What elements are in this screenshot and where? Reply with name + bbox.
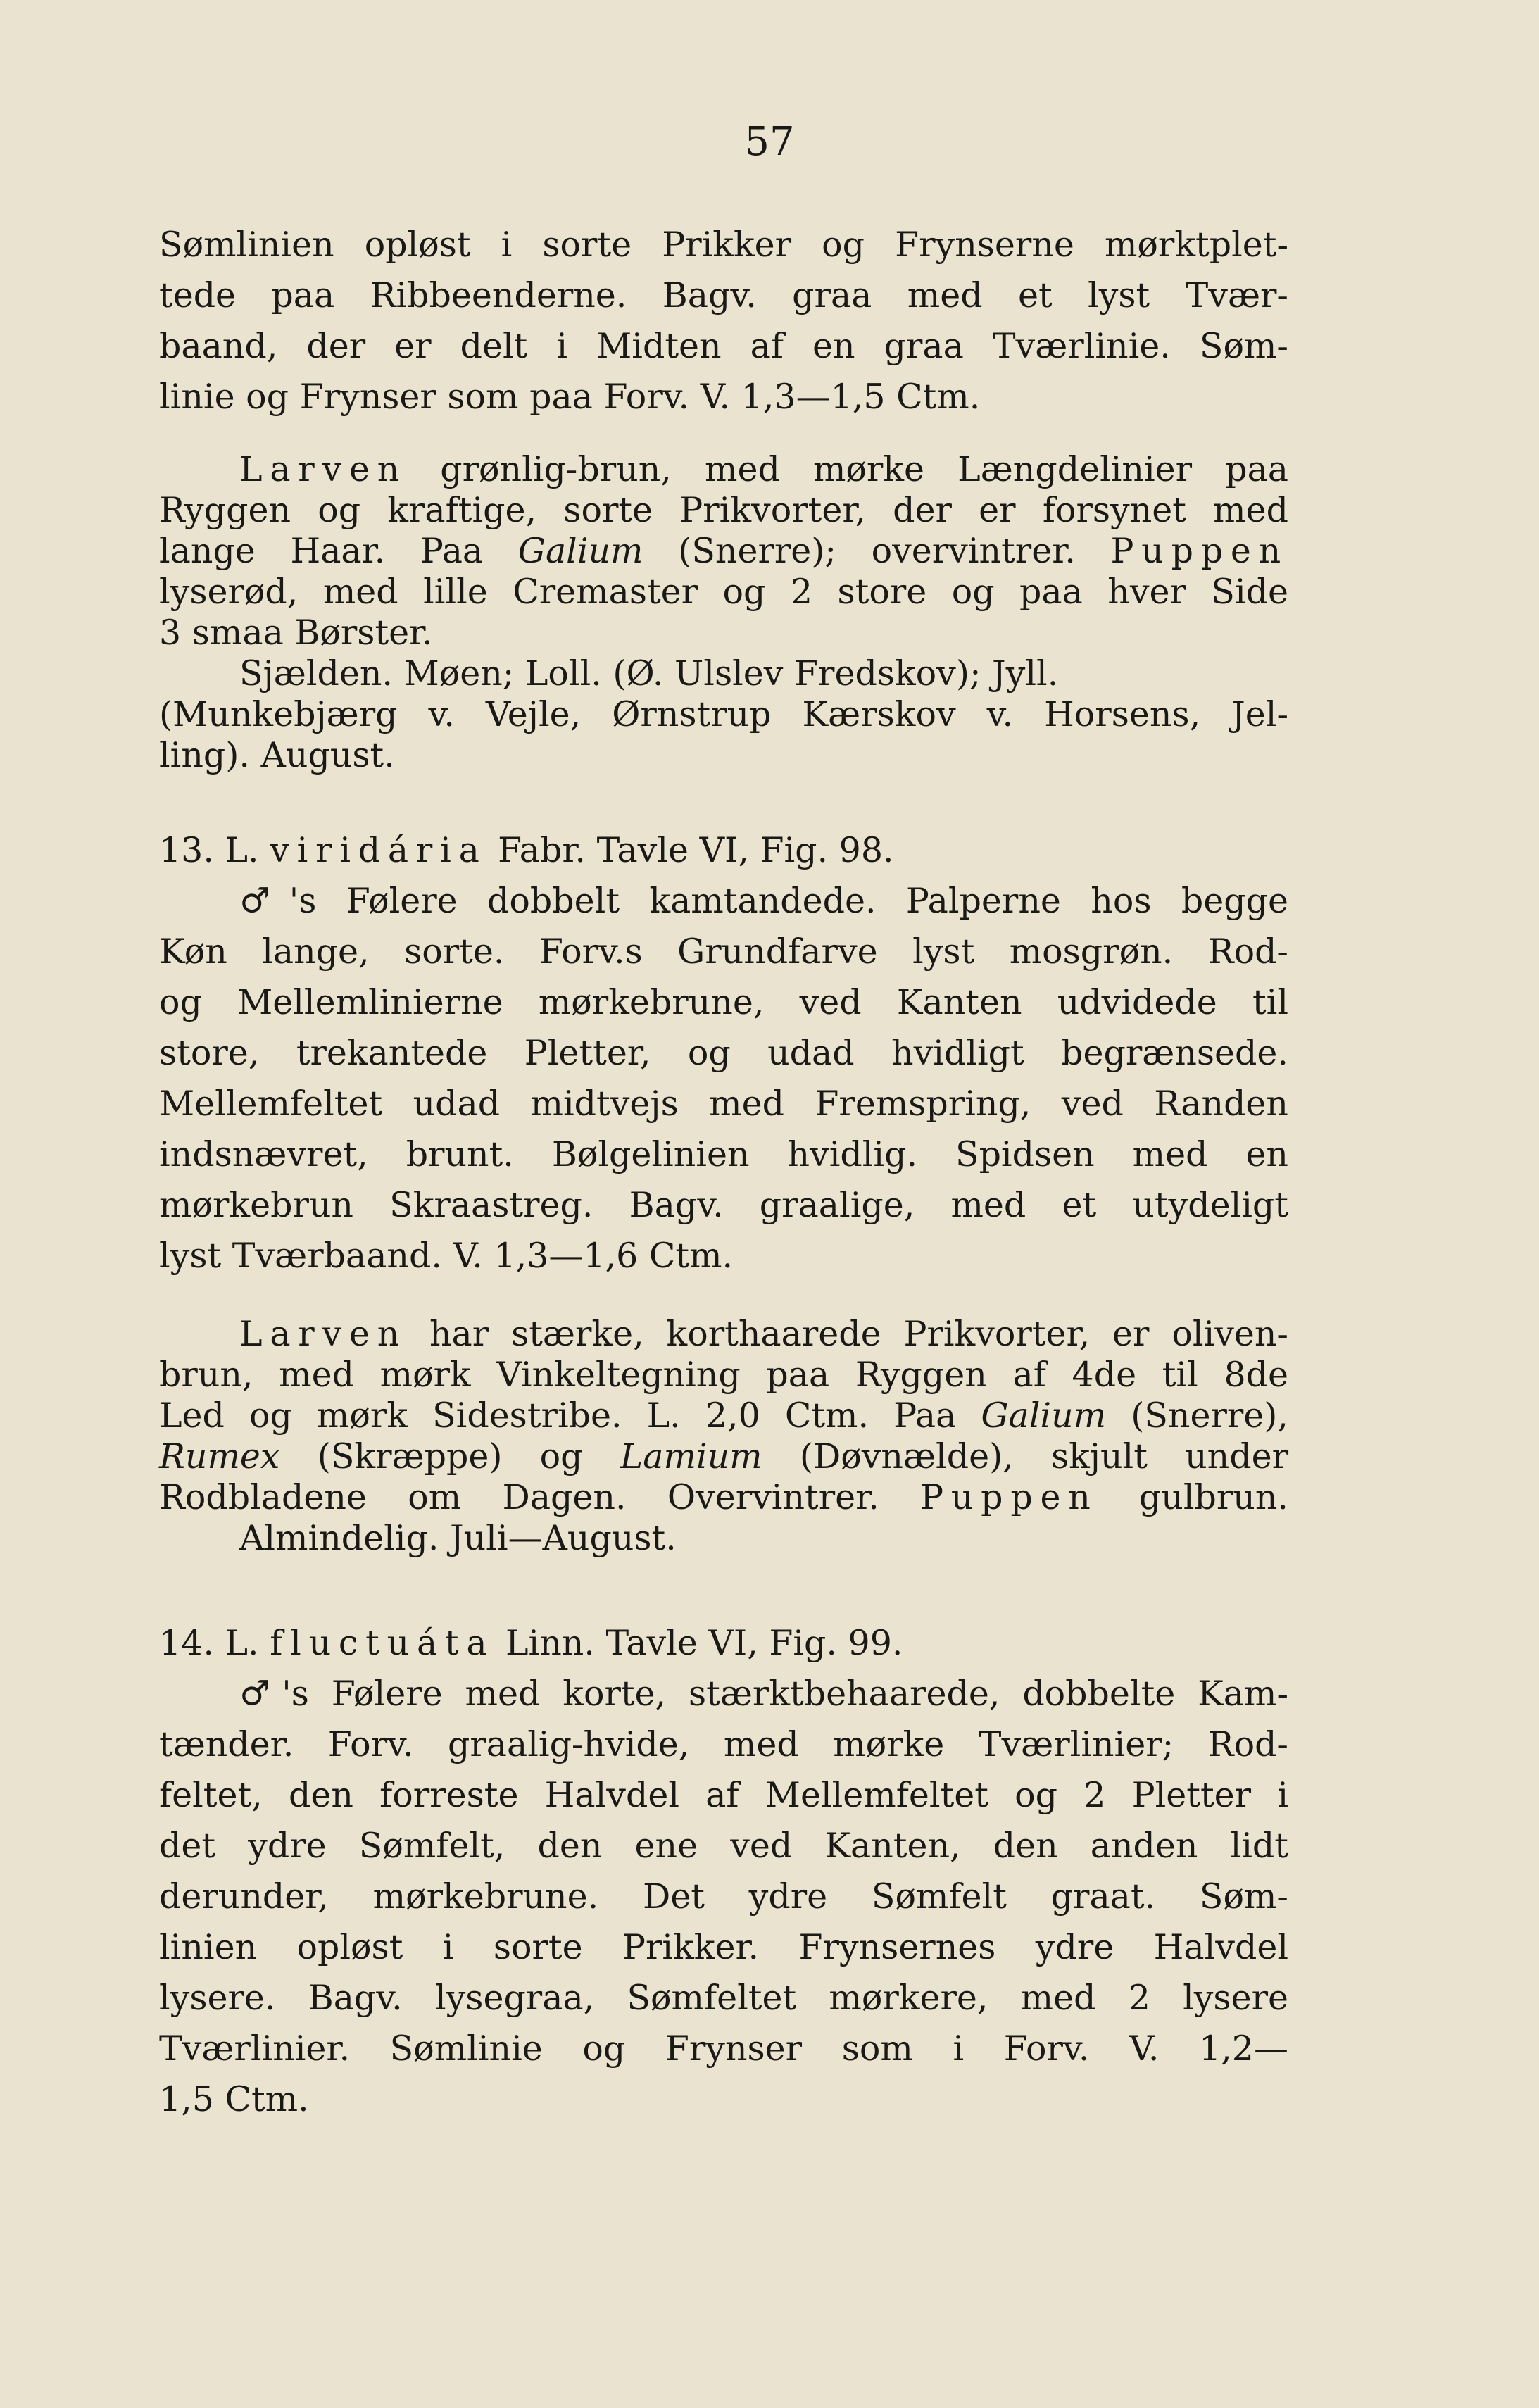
- text-run: (Skræppe) og: [279, 1436, 620, 1476]
- genus-name: Galium: [517, 531, 643, 571]
- text-run: gulbrun.: [1098, 1477, 1288, 1517]
- page-number: 57: [744, 119, 795, 165]
- text-line: lyst Tværbaand. V. 1,3—1,6 Ctm.: [159, 1236, 734, 1276]
- text-line: Tværlinier. Sømlinie og Frynser som i Forv. V. 1,2—: [159, 2028, 1288, 2069]
- text-run: (Snerre); overvintrer.: [643, 531, 1111, 571]
- intro-paragraph: [159, 220, 1288, 422]
- text-line: 3 smaa Børster.: [159, 613, 433, 653]
- text-run: Fabr. Tavle VI, Fig. 98.: [486, 830, 894, 870]
- text-line: indsnævret, brunt. Bølgelinien hvidlig. Spidsen med en: [159, 1134, 1288, 1174]
- text-line: (Munkebjærg v. Vejle, Ørnstrup Kærskov v. Horsens, Jel-: [159, 694, 1288, 734]
- text-line: og Mellemlinierne mørkebrune, ved Kanten udvidede til: [159, 982, 1288, 1022]
- larva-paragraph: [159, 1314, 1288, 1559]
- genus-name: Rumex: [159, 1436, 280, 1476]
- text-line: Sjælden. Møen; Loll. (Ø. Ulslev Fredskov); Jyll.: [239, 653, 1059, 694]
- text-run: (Snerre),: [1106, 1396, 1288, 1436]
- text-line: 1,5 Ctm.: [159, 2079, 309, 2119]
- text-line: linien opløst i sorte Prikker. Frynsernes ydre Halvdel: [159, 1927, 1288, 1967]
- genus-name: Lamium: [620, 1436, 762, 1476]
- text-line: baand, der er delt i Midten af en graa Tværlinie. Søm-: [159, 326, 1288, 366]
- text-line: ♂'s Følere dobbelt kamtandede. Palperne hos begge: [239, 881, 1288, 921]
- text-line: linie og Frynser som paa Forv. V. 1,3—1,5 Ctm.: [159, 377, 981, 417]
- text-run: lange Haar. Paa: [159, 531, 518, 571]
- spaced-term: Puppen: [920, 1477, 1098, 1517]
- text-line: lyserød, med lille Cremaster og 2 store og paa hver Side: [159, 572, 1288, 612]
- text-line: mørkebrun Skraastreg. Bagv. graalige, med et utydeligt: [159, 1185, 1288, 1225]
- text-line: Køn lange, sorte. Forv.s Grundfarve lyst mosgrøn. Rod-: [159, 932, 1288, 972]
- species-number: 14. L.: [159, 1623, 270, 1663]
- text-run: Rodbladene om Dagen. Overvintrer.: [159, 1477, 921, 1517]
- species-name: fluctuáta: [270, 1623, 495, 1663]
- larva-paragraph: [159, 449, 1288, 776]
- text-line: store, trekantede Pletter, og udad hvidligt begrænsede.: [159, 1033, 1288, 1073]
- text-run: (Døvnælde), skjult under: [762, 1436, 1288, 1476]
- text-line: ♂'s Følere med korte, stærktbehaarede, dobbelte Kam-: [239, 1674, 1288, 1714]
- text-line: Sømlinien opløst i sorte Prikker og Frynserne mørktplet-: [159, 225, 1288, 265]
- text-line: Mellemfeltet udad midtvejs med Fremspring, ved Randen: [159, 1084, 1288, 1124]
- species-entry-13: [159, 825, 1288, 1281]
- text-run: Linn. Tavle VI, Fig. 99.: [494, 1623, 903, 1663]
- species-heading: [159, 1618, 1288, 1669]
- species-number: 13. L.: [159, 830, 270, 870]
- spaced-term: Puppen: [1110, 531, 1288, 571]
- text-line: Ryggen og kraftige, sorte Prikvorter, der er forsynet med: [159, 490, 1288, 530]
- text-line: ling). August.: [159, 735, 395, 775]
- text-line: [159, 1477, 1288, 1518]
- text-line: lysere. Bagv. lysegraa, Sømfeltet mørkere, med 2 lysere: [159, 1978, 1288, 2018]
- text-run: Led og mørk Sidestribe. L. 2,0 Ctm. Paa: [159, 1396, 981, 1436]
- species-heading: [159, 825, 1288, 876]
- genus-name: Galium: [981, 1396, 1107, 1436]
- spaced-term: Larven: [239, 1314, 408, 1354]
- text-line: tænder. Forv. graalig-hvide, med mørke Tværlinier; Rod-: [159, 1724, 1288, 1764]
- text-line: [159, 1396, 1288, 1436]
- text-line: [159, 1314, 1288, 1355]
- text-line: [159, 449, 1288, 490]
- species-name: viridária: [270, 830, 487, 870]
- text-line: [159, 1436, 1288, 1477]
- text-line: brun, med mørk Vinkeltegning paa Ryggen af 4de til 8de: [159, 1355, 1288, 1395]
- text-line: tede paa Ribbeenderne. Bagv. graa med et lyst Tvær-: [159, 275, 1288, 315]
- text-line: Almindelig. Juli—August.: [239, 1518, 677, 1558]
- text-line: det ydre Sømfelt, den ene ved Kanten, den anden lidt: [159, 1826, 1288, 1866]
- spaced-term: Larven: [239, 449, 408, 489]
- text-line: feltet, den forreste Halvdel af Mellemfeltet og 2 Pletter i: [159, 1775, 1288, 1815]
- species-entry-14: [159, 1618, 1288, 2125]
- text-line: derunder, mørkebrune. Det ydre Sømfelt graat. Søm-: [159, 1876, 1288, 1917]
- text-run: grønlig-brun, med mørke Længdelinier paa: [407, 449, 1288, 489]
- text-run: har stærke, korthaarede Prikvorter, er oliven-: [407, 1314, 1288, 1354]
- text-line: [159, 531, 1288, 572]
